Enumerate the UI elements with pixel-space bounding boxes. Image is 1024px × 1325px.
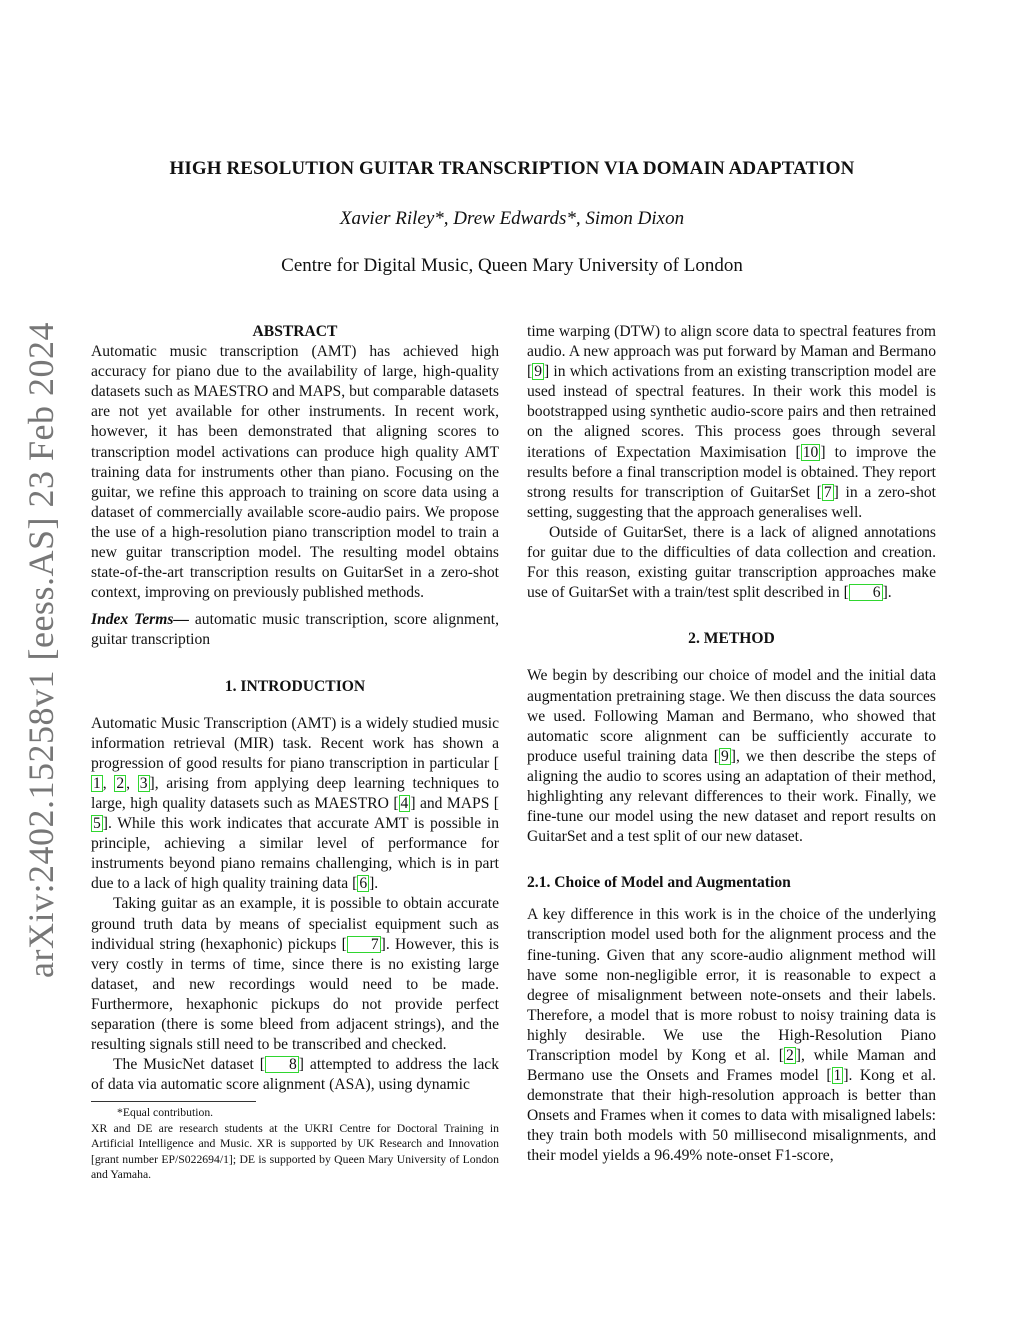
method-paragraph-1: We begin by describing our choice of model and the initial data augmentation pretraining stage. We then discuss the data sources we used. Following Maman and Bermano, who showed that automatic score alignment can be sufficiently accurate to produce useful training data [ 9 ], we then describe the steps of aligning the audio to scores using an adaptation of their method, highlighting any relevant differences to their work. Finally, we fine-tune our model using the new dataset and report results on GuitarSet and a test split of our new dataset. (527, 667, 937, 846)
citation-link[interactable]: 9 (720, 747, 729, 765)
footnote-divider (91, 1101, 256, 1102)
citation-link[interactable]: 8 (265, 1056, 299, 1073)
arxiv-identifier-sidebar (10, 322, 72, 978)
introduction-heading: 1. INTRODUCTION (224, 677, 366, 695)
citation-link[interactable]: 2 (785, 1047, 794, 1064)
citation-link[interactable]: 7 (347, 936, 381, 953)
citation-link[interactable]: 10 (802, 443, 819, 461)
intro-paragraph-3: The MusicNet dataset [ 8 ] attempted to address the lack of data via automatic score alignment (ASA), using dynamic (91, 1056, 499, 1094)
citation-link[interactable]: 2 (116, 774, 125, 792)
paper-authors: Xavier Riley*, Drew Edwards*, Simon Dixon (339, 208, 685, 229)
paper-affiliation: Centre for Digital Music, Queen Mary University of London (281, 255, 743, 276)
arxiv-identifier: arXiv:2402.15258v1 [eess.AS] 23 Feb 2024 (21, 322, 62, 978)
intro-paragraph-4: Outside of GuitarSet, there is a lack of aligned annotations for guitar due to the difficulties of data collection and creation. For this reason, existing guitar transcription approaches make use of GuitarSet with a train/test split described in [ 6 ]. (527, 523, 936, 602)
left-column (91, 322, 499, 1183)
abstract-text: Automatic music transcription (AMT) has achieved high accuracy for piano due to the availability of large, high-quality datasets such as MAESTRO and MAPS, but comparable datasets are not yet available for other instruments. In recent work, however, it has been demonstrated that aligning scores to transcription model activations can produce high quality AMT training data for instruments other than piano. Focusing on the guitar, we refine this approach to training on score data using a dataset of commercially available score-audio pairs. We propose the use of a high-resolution piano transcription model to train a new guitar transcription model. The resulting model obtains state-of-the-art transcription results on GuitarSet in a zero-shot context, improving on previously published methods. (91, 343, 499, 602)
citation-link[interactable]: 4 (400, 794, 409, 812)
citation-link[interactable]: 1 (93, 774, 101, 792)
citation-link[interactable]: 1 (833, 1067, 842, 1085)
index-terms-label: Index Terms— (91, 611, 190, 629)
citation-link[interactable]: 6 (849, 584, 883, 601)
footnote-funding: XR and DE are research students at the UKRI Centre for Doctoral Training in Artificial Intelligence and Music. XR is supported by UK Research and Innovation [grant number EP/S022694/1]; DE is supported by Queen Mary University of London and Yamaha. (91, 1121, 499, 1182)
abstract-heading: ABSTRACT (252, 323, 338, 340)
index-terms (91, 610, 499, 650)
intro-paragraph-2: Taking guitar as an example, it is possible to obtain accurate ground truth data by means of specialist equipment such as individual string (hexaphonic) pickups [ 7 ]. However, this is very costly in terms of time, since there is no existing large dataset, and new recordings would need to be made. Furthermore, hexaphonic pickups do not provide perfect separation (there is some bleed from adjacent strings), and the resulting signals still need to be transcribed and checked. (91, 895, 499, 1054)
citation-link[interactable]: 6 (359, 875, 368, 893)
citation-link[interactable]: 3 (139, 774, 148, 792)
citation-link[interactable]: 7 (823, 483, 832, 501)
right-column (527, 322, 936, 1167)
intro-paragraph-3-continued: time warping (DTW) to align score data to spectral features from audio. A new approach was put forward by Maman and Bermano [ 9 ] in which activations from an existing transcription model are used instead of spectral features. In their work this model is bootstrapped using synthetic audio-score pairs and then retrained on the aligned scores. This process goes through several iterations of Expectation Maximisation [ 10 ] to improve the results before a final transcription model is obtained. They report strong results for transcription of GuitarSet [ 7 ] in a zero-shot setting, suggesting that the approach generalises well. (527, 323, 937, 521)
paper-title: HIGH RESOLUTION GUITAR TRANSCRIPTION VIA DOMAIN ADAPTATION (169, 158, 855, 179)
method-paragraph-2: A key difference in this work is in the choice of the underlying transcription model used both for the alignment process and the fine-tuning. Given that any score-audio alignment method will have some non-negligible error, it is reasonable to expect a degree of misalignment between note-onsets and their labels. Therefore, a model that is more robust to noisy training data is highly desirable. We use the High-Resolution Piano Transcription model by Kong et al. [ 2 ], while Maman and Bermano use the Onsets and Frames model [ 1 ]. Kong et al. demonstrate that their high-resolution approach is better than Onsets and Frames when it comes to data with misaligned labels: they train both models with 50 millisecond misalignments, and their model yields a 96.49% note-onset F1-score, (527, 906, 936, 1165)
method-heading: 2. METHOD (688, 630, 775, 648)
citation-link[interactable]: 5 (93, 815, 101, 833)
citation-link[interactable]: 9 (534, 363, 542, 381)
footnote-equal-contribution: *Equal contribution. (117, 1106, 214, 1120)
subsection-heading: 2.1. Choice of Model and Augmentation (527, 874, 791, 892)
index-terms-text: automatic music transcription, score alignment, guitar transcription (91, 611, 499, 649)
intro-paragraph-1: Automatic Music Transcription (AMT) is a widely studied music information retrieval (MIR) task. Recent work has shown a progression of good results for piano transcription in particular [1 , 2 , 3 ], arising from applying deep learning techniques to large, high quality datasets such as MAESTRO [ 4 ] and MAPS [5 ]. While this work indicates that accurate AMT is possible in principle, achieving a similar level of performance for instruments beyond piano remains challenging, which is in part due to a lack of high quality training data [ 6 ]. (91, 714, 500, 893)
